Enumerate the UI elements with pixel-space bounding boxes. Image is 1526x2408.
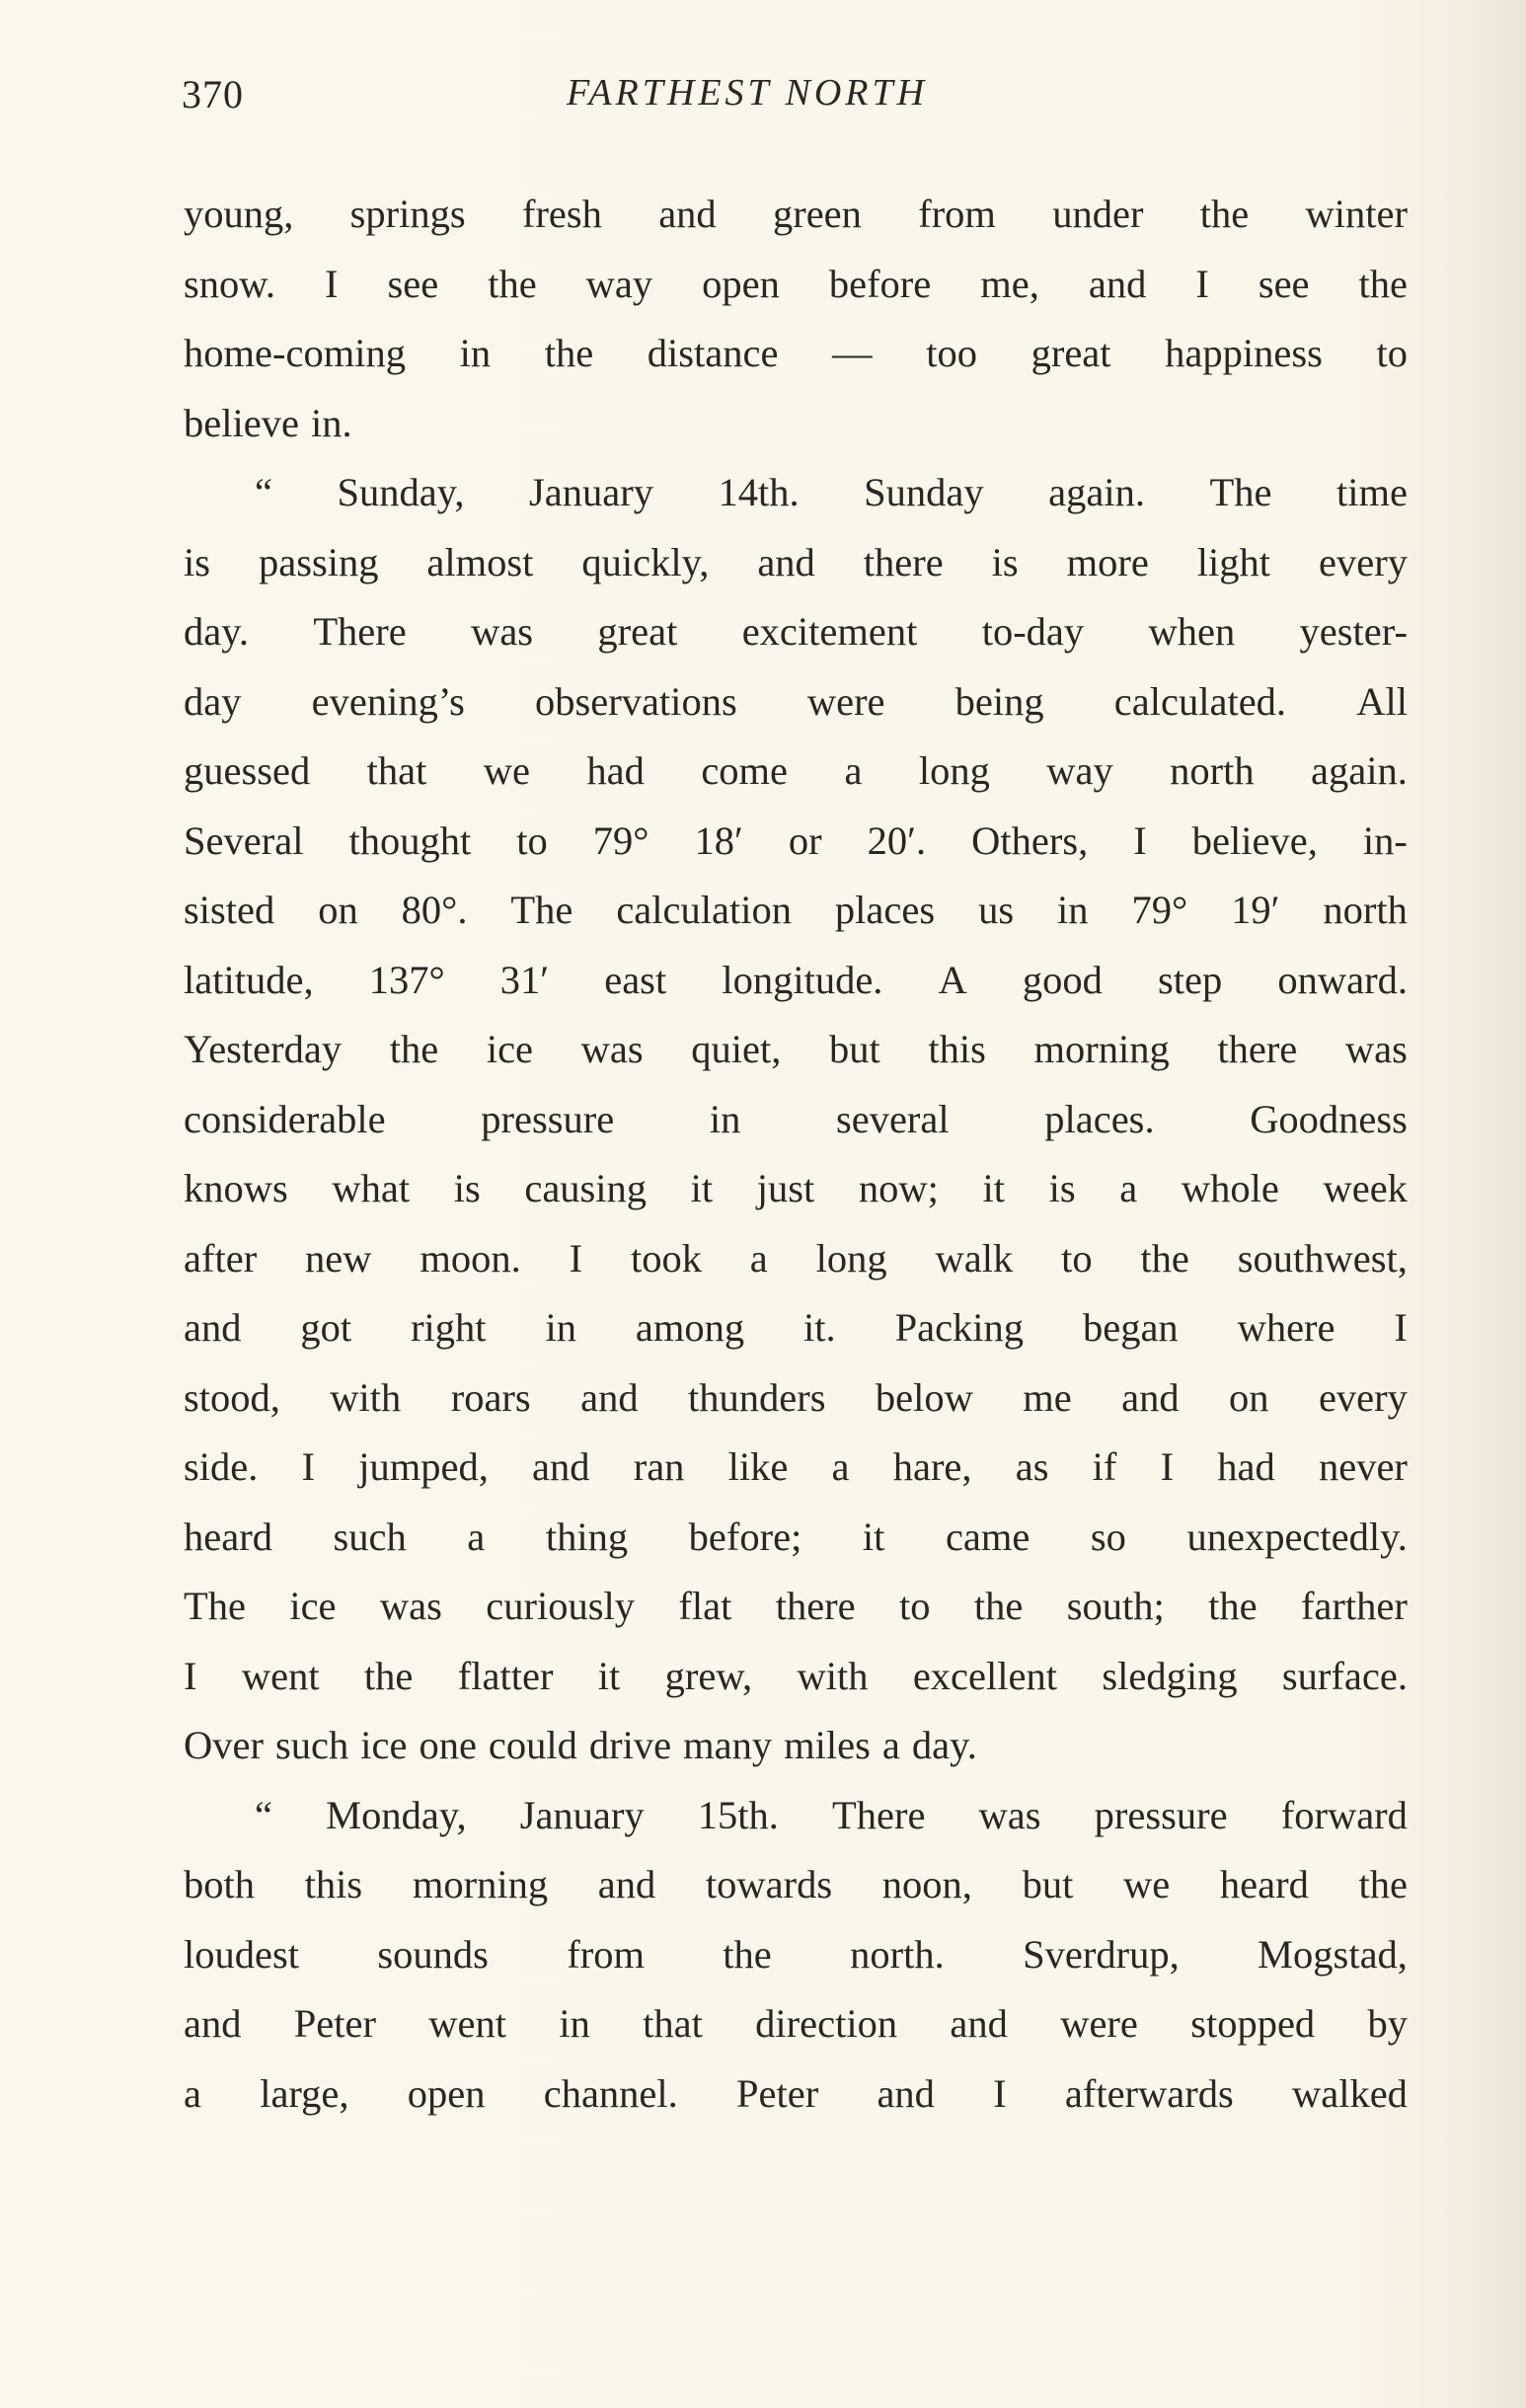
page-number: 370: [182, 72, 244, 117]
text-line: day evening’s observations were being calculated. All: [184, 678, 1408, 724]
text-line: and got right in among it. Packing began where I: [184, 1305, 1408, 1350]
text-line: The ice was curiously flat there to the south; the farther: [184, 1584, 1408, 1628]
text-line: stood, with roars and thunders below me and on every: [184, 1374, 1408, 1420]
text-line: young, springs fresh and green from under the winter: [184, 192, 1408, 236]
text-line: side. I jumped, and ran like a hare, as if I had never: [184, 1444, 1408, 1489]
text-line: day. There was great excitement to-day when yester-: [184, 609, 1408, 654]
text-line: sisted on 80°. The calculation places us in 79° 19′ north: [184, 888, 1408, 932]
text-line: “ Sunday, January 14th. Sunday again. The time: [255, 470, 1408, 514]
page-header: [182, 71, 1406, 130]
running-head: FARTHEST NORTH: [567, 72, 929, 114]
text-line: snow. I see the way open before me, and I see the: [184, 261, 1408, 306]
body-text: [184, 180, 1408, 2129]
text-line: Several thought to 79° 18′ or 20′. Others, I believe, in-: [184, 817, 1408, 863]
text-line: I went the flatter it grew, with excellent sledging surface.: [184, 1653, 1408, 1698]
text-line: “ Monday, January 15th. There was pressure forward: [255, 1792, 1408, 1837]
text-line: a large, open channel. Peter and I afterwards walked: [184, 2070, 1408, 2116]
text-line: considerable pressure in several places. Goodness: [184, 1096, 1408, 1141]
text-line: is passing almost quickly, and there is more light every: [184, 539, 1408, 584]
text-line: guessed that we had come a long way north again.: [184, 748, 1408, 793]
text-line: home-coming in the distance — too great happiness to: [184, 331, 1408, 375]
text-line: Yesterday the ice was quiet, but this morning there was: [184, 1027, 1408, 1071]
text-line: and Peter went in that direction and were stopped by: [184, 2001, 1408, 2046]
text-line: believe in.: [184, 400, 352, 445]
text-line: both this morning and towards noon, but we heard the: [184, 1862, 1408, 1906]
text-line: loudest sounds from the north. Sverdrup, Mogstad,: [184, 1931, 1408, 1977]
text-line: heard such a thing before; it came so unexpectedly.: [184, 1514, 1408, 1559]
text-line: latitude, 137° 31′ east longitude. A good step onward.: [184, 957, 1408, 1002]
text-line: knows what is causing it just now; it is a whole week: [184, 1166, 1408, 1210]
text-line: Over such ice one could drive many miles a day.: [184, 1723, 977, 1767]
text-line: after new moon. I took a long walk to the southwest,: [184, 1235, 1408, 1281]
